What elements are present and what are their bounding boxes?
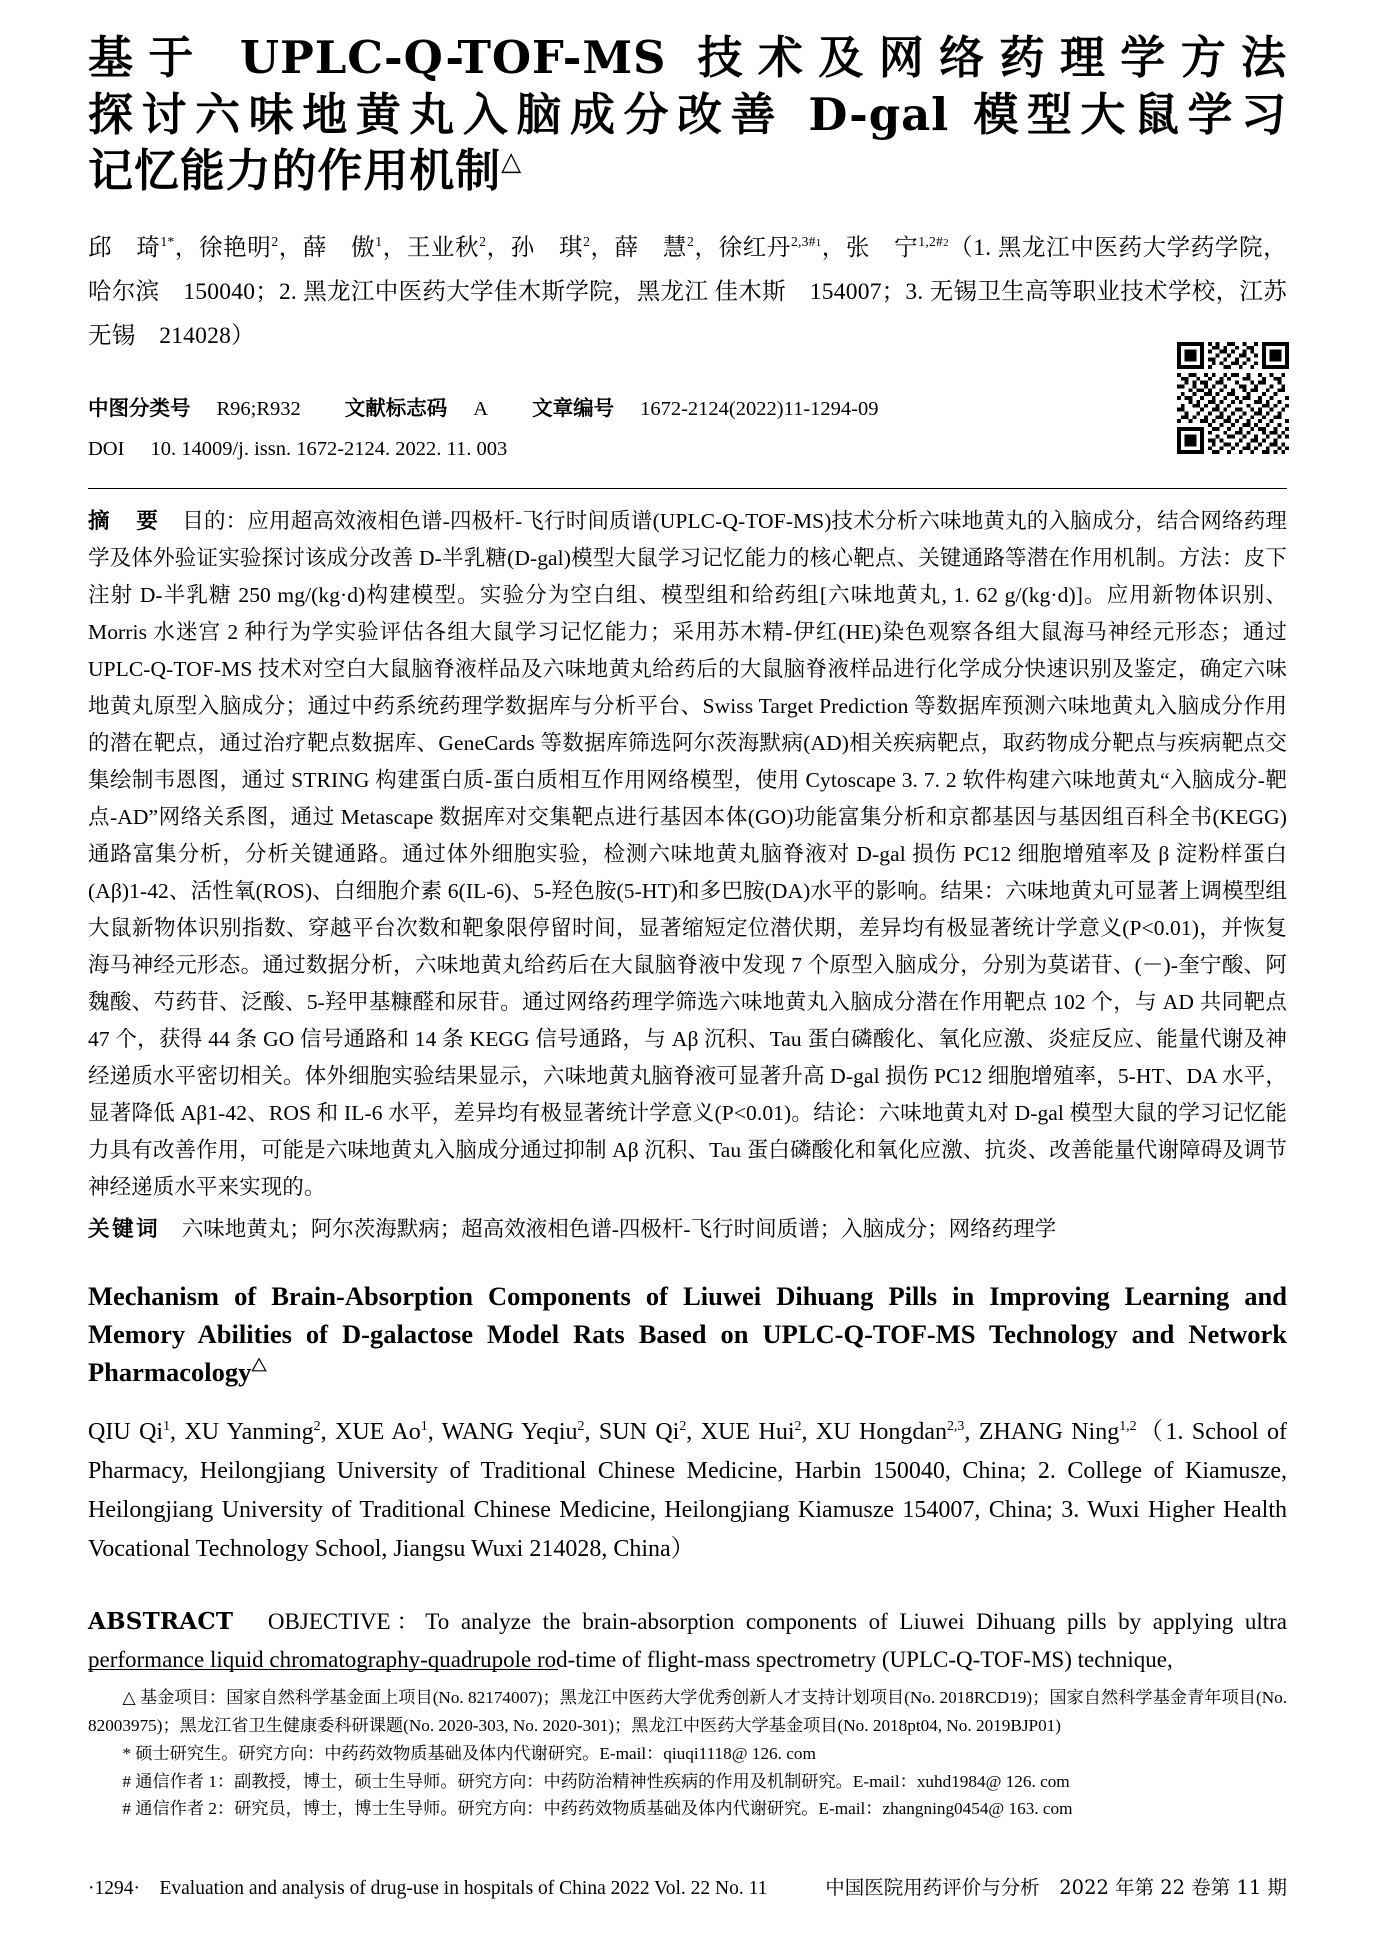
author-sup: 1,2#2 — [918, 234, 949, 250]
abstract-cn-objective-label: 目的： — [182, 508, 248, 533]
abstract-en-objective-label: OBJECTIVE： — [267, 1608, 426, 1634]
doi-label: DOI — [88, 437, 125, 460]
title-cn-line-1: 基于 UPLC-Q-TOF-MS 技术及网络药理学方法 — [88, 31, 1287, 84]
clc-value: R96;R932 — [216, 397, 301, 420]
abstract-en-label: ABSTRACT — [88, 1607, 234, 1635]
author-sup: 1 — [420, 1419, 428, 1435]
author-sup: 2,3#1 — [790, 234, 822, 250]
footnotes — [88, 1684, 1287, 1823]
title-cn-line-2: 探讨六味地黄丸入脑成分改善 D-gal 模型大鼠学习 — [88, 87, 1287, 141]
abstract-cn-results: 六味地黄丸可显著上调模型组大鼠新物体识别指数、穿越平台次数和靶象限停留时间，显著缩短定位潜伏期，差异均有极显著统计学意义(P<0.01)，并恢复海马神经元形态。通过数据分析，六味地黄丸给药后在大鼠脑脊液中发现 7 个原型入脑成分，分别为莫诺苷、(－)-奎宁酸、阿魏酸、芍药苷、泛酸、5-羟甲基糠醛和尿苷。通过网络药理学筛选六味地黄丸入脑成分潜在作用靶点 102 个，与 AD 共同靶点 47 个，获得 44 条 GO 信号通路和 14 条 KEGG 信号通路，与 Aβ 沉积、Tau 蛋白磷酸化、氧化应激、炎症反应、能量代谢及神经递质水平密切相关。体外细胞实验结果显示，六味地黄丸脑脊液可显著升高 D-gal 损伤 PC12 细胞增殖率，5-HT、DA 水平，显著降低 Aβ1-42、ROS 和 IL-6 水平，差异均有极显著统计学意义(P<0.01)。 — [88, 879, 1287, 1126]
keywords-cn-value: 六味地黄丸；阿尔茨海默病；超高效液相色谱-四极杆-飞行时间质谱；入脑成分；网络药理学 — [181, 1216, 1057, 1241]
footnote-corresponding-author-1: # 通信作者 1：副教授，博士，硕士生导师。研究方向：中药防治精神性疾病的作用及机制研究。E-mail：xuhd1984@ 126. com — [122, 1771, 1070, 1791]
keywords-cn-label: 关键词 — [88, 1216, 161, 1242]
abstract-cn-objective: 应用超高效液相色谱-四极杆-飞行时间质谱(UPLC-Q-TOF-MS)技术分析六味地黄丸的入脑成分，结合网络药理学及体外验证实验探讨该成分改善 D-半乳糖(D-gal)模型大鼠学习记忆能力的核心靶点、关键通路等潜在作用机制。 — [88, 508, 1288, 571]
classification-block — [88, 389, 1287, 470]
classification-row — [88, 389, 1287, 430]
keywords-cn — [88, 1211, 1287, 1249]
article-id-label: 文章编号 — [532, 395, 615, 420]
author-sup: 2 — [687, 234, 695, 250]
author-sup: 1 — [163, 1419, 171, 1435]
abstract-en-text: To analyze the brain-absorption components of Liuwei Dihuang pills by applying ultra performance liquid chromatography-quadrupole rod-time of flight-mass spectrometry (UPLC-Q-TOF-MS) technique, — [88, 1608, 1288, 1673]
title-en-text: Mechanism of Brain-Absorption Components of Liuwei Dihuang Pills in Improving Learning and Memory Abilities of D-galactose Model Rats Based on UPLC-Q-TOF-MS Technology and Network Pharmacology — [88, 1280, 1287, 1388]
abstract-cn-conclusion: 六味地黄丸对 D-gal 模型大鼠的学习记忆能力具有改善作用，可能是六味地黄丸入脑成分通过抑制 Aβ 沉积、Tau 蛋白磷酸化和氧化应激、抗炎、改善能量代谢障碍及调节神经递质水平来实现的。 — [88, 1101, 1287, 1199]
footer-right: 中国医院用药评价与分析 2022 年第 22 卷第 11 期 — [825, 1876, 1287, 1899]
author-sup: 2 — [577, 1419, 585, 1435]
authors-affiliations-en: QIU Qi$^1$, XU Yanming$^2$, XUE Ao$^1$, WANG Yeqiu$^2$, SUN Qi$^2$, XUE Hui$^2$, XU Hongdan$^{2,3}$, ZHANG Ning$^{1,2}$（1. School of Pharmacy, Heilongjiang University of Traditional Chinese Medicine, Harbin 150040, China; 2. College of Kiamusze, Heilongjiang University of Traditional Chinese Medicine, Heilongjiang Kiamusze 154007, China; 3. Wuxi Higher Health Vocational Technology School, Jiangsu Wuxi 214028, China） — [88, 1419, 1287, 1562]
author-sup: 2 — [679, 1419, 687, 1435]
author-sup: 1,2 — [1119, 1419, 1137, 1435]
author-sup: 1* — [160, 234, 175, 250]
abstract-cn-label: 摘 要 — [88, 508, 161, 534]
header-divider — [88, 488, 1287, 489]
clc-label: 中图分类号 — [88, 395, 191, 420]
abstract-cn — [88, 503, 1287, 1206]
title-cn-line-3: 记忆能力的作用机制△ — [88, 144, 523, 198]
abstract-cn-results-label: 结果： — [940, 879, 1006, 904]
title-en-funding-marker: △ — [251, 1358, 267, 1376]
author-sup: 2 — [583, 234, 591, 250]
footnote-corresponding-author-2: # 通信作者 2：研究员，博士，博士生导师。研究方向：中药药效物质基础及体内代谢研究。E-mail：zhangning0454@ 163. com — [122, 1799, 1073, 1819]
footer-left: ·1294· Evaluation and analysis of drug-use in hospitals of China 2022 Vol. 22 No. 11 — [88, 1878, 768, 1899]
page-title-en — [88, 1277, 1287, 1391]
doi-row — [88, 430, 1287, 470]
footnote-first-author: * 硕士研究生。研究方向：中药药效物质基础及体内代谢研究。E-mail：qiuqi1118@ 126. com — [122, 1743, 816, 1763]
document-code-value: A — [473, 397, 489, 420]
page-title — [88, 30, 1287, 200]
document-code-label: 文献标志码 — [344, 395, 448, 420]
author-sup: 1 — [375, 234, 383, 250]
article-id-value: 1672-2124(2022)11-1294-09 — [640, 397, 879, 420]
authors-affiliations-cn: 邱 琦$^{1*}$，徐艳明$^2$，薛 傲$^1$，王业秋$^2$，孙 琪$^2$，薛 慧$^2$，徐红丹$^{2,3\#1}$，张 宁$^{1,2\#2}$（1. 黑龙江中医药大学药学院，哈尔滨 150040；2. 黑龙江中医药大学佳木斯学院，黑龙江 佳木斯 154007；3. 无锡卫生高等职业技术学校，江苏 无锡 214028） — [88, 234, 1287, 350]
title-funding-marker: △ — [501, 146, 523, 178]
author-sup: 2 — [794, 1419, 802, 1435]
footnote-divider — [88, 1669, 558, 1670]
author-sup: 2 — [271, 234, 279, 250]
author-sup: 2 — [313, 1419, 321, 1435]
page-footer — [88, 1872, 1287, 1900]
author-sup: 2,3 — [946, 1419, 965, 1435]
doi-value: 10. 14009/j. issn. 1672-2124. 2022. 11. 003 — [150, 437, 508, 460]
abstract-cn-methods: 皮下注射 D-半乳糖 250 mg/(kg·d)构建模型。实验分为空白组、模型组和给药组[六味地黄丸, 1. 62 g/(kg·d)]。应用新物体识别、Morris 水迷宫 2 种行为学实验评估各组大鼠学习记忆能力；采用苏木精-伊红(HE)染色观察各组大鼠海马神经元形态；通过 UPLC-Q-TOF-MS 技术对空白大鼠脑脊液样品及六味地黄丸给药后的大鼠脑脊液样品进行化学成分快速识别及鉴定，确定六味地黄丸原型入脑成分；通过中药系统药理学数据库与分析平台、Swiss Target Prediction 等数据库预测六味地黄丸入脑成分作用的潜在靶点，通过治疗靶点数据库、GeneCards 等数据库筛选阿尔茨海默病(AD)相关疾病靶点，取药物成分靶点与疾病靶点交集绘制韦恩图，通过 STRING 构建蛋白质-蛋白质相互作用网络模型，使用 Cytoscape 3. 7. 2 软件构建六味地黄丸“入脑成分-靶点-AD”网络关系图，通过 Metascape 数据库对交集靶点进行基因本体(GO)功能富集分析和京都基因与基因组百科全书(KEGG)通路富集分析，分析关键通路。通过体外细胞实验，检测六味地黄丸脑脊液对 D-gal 损伤 PC12 细胞增殖率及 β 淀粉样蛋白(Aβ)1-42、活性氧(ROS)、白细胞介素 6(IL-6)、5-羟色胺(5-HT)和多巴胺(DA)水平的影响。 — [88, 546, 1287, 904]
qr-code — [1177, 342, 1289, 454]
abstract-cn-methods-label: 方法： — [1178, 546, 1244, 571]
abstract-cn-conclusion-label: 结论： — [813, 1101, 879, 1126]
author-sup: 2 — [479, 234, 487, 250]
footnote-funding: △ 基金项目：国家自然科学基金面上项目(No. 82174007)；黑龙江中医药大学优秀创新人才支持计划项目(No. 2018RCD19)；国家自然科学基金青年项目(No. 82003975)；黑龙江省卫生健康委科研课题(No. 2020-303, No. 2020-301)；黑龙江中医药大学基金项目(No. 2018pt04, No. 2019BJP01) — [88, 1688, 1287, 1735]
